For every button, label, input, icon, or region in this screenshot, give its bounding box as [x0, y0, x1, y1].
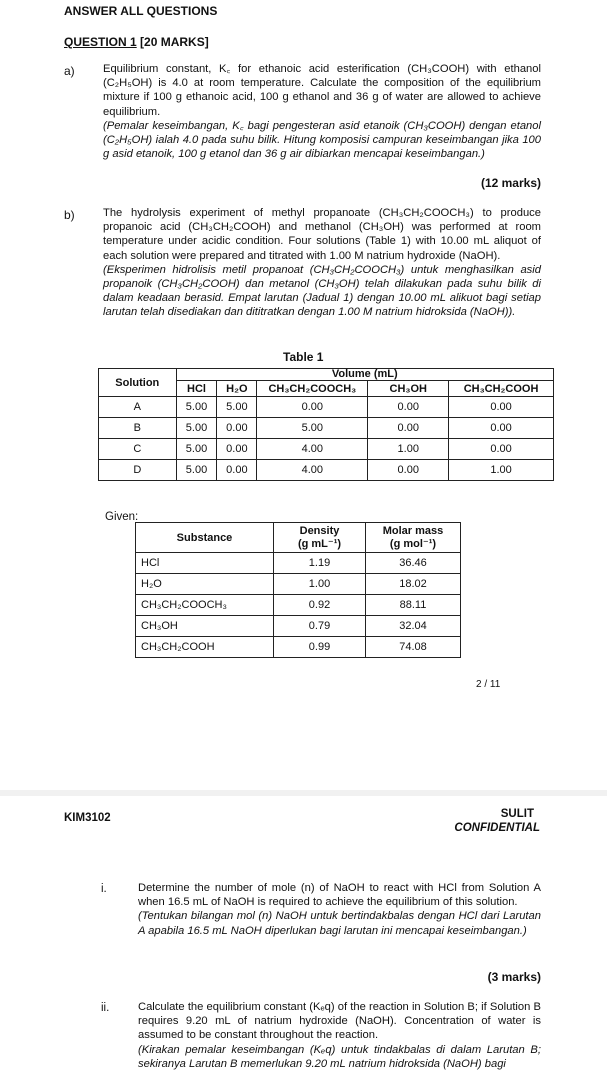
table1-solution-cell: A — [99, 397, 177, 418]
part-a-label: a) — [64, 64, 75, 78]
table2-substance-cell: CH₃OH — [136, 616, 274, 637]
table1-col-header: CH₃CH₂COOCH₃ — [257, 381, 368, 397]
question-i — [138, 881, 541, 938]
table1-cell: 5.00 — [257, 418, 368, 439]
table2-density-cell: 1.00 — [274, 574, 366, 595]
table1-row — [99, 418, 554, 439]
table2-molar-unit: (g mol⁻¹) — [389, 537, 437, 550]
page-number: 2 / 11 — [476, 679, 501, 690]
part-b-text-english: The hydrolysis experiment of methyl propanoate (CH₃CH₂COOCH₃) to produce propanoic acid (CH₃CH₂COOH) and methanol (CH₃OH) was performed at room temperature under acidic condition. Four solutions (Table 1) with 10.00 mL aliquot of each solution were prepared and titrated with 1.00 M natrium hydroxide (NaOH). — [103, 207, 541, 262]
question-heading — [64, 35, 209, 49]
table2-row — [136, 637, 461, 658]
table1-row — [99, 439, 554, 460]
table2 — [135, 522, 461, 658]
question-ii — [138, 1000, 541, 1071]
table2-density-cell: 1.19 — [274, 553, 366, 574]
table2-substance-cell: CH₃CH₂COOH — [136, 637, 274, 658]
table1-cell: 0.00 — [217, 439, 257, 460]
table1-cell: 1.00 — [449, 460, 554, 481]
course-code: KIM3102 — [64, 812, 111, 824]
given-label: Given: — [105, 511, 139, 523]
table1-caption: Table 1 — [283, 350, 324, 364]
table2-density-unit: (g mL⁻¹) — [297, 537, 342, 550]
question-ii-label: ii. — [101, 1002, 110, 1014]
part-a-text-english: Equilibrium constant, K꜀ for ethanoic acid esterification (CH₃COOH) with ethanol (C₂H₅OH) is 4.0 at room temperature. Calculate the composition of the equilibrium mixture if 100 g ethanoic acid, 100 g ethanol and 36 g of water are allowed to achieve equilibrium. — [103, 63, 541, 118]
question-ii-text-english: Calculate the equilibrium constant (Kₑq) of the reaction in Solution B; if Solution B requires 9.20 mL of natrium hydroxide (NaOH). Concentration of water is assumed to be constant throughout the reaction. — [138, 1001, 541, 1042]
part-a-text-malay: (Pemalar keseimbangan, K꜀ bagi pengesteran asid etanoik (CH₃COOH) dengan etanol (C₂H₅OH) ialah 4.0 pada suhu bilik. Hitung komposisi campuran keseimbangan jika 100 g asid etanoik, 100 g etanol dan 36 g air dibiarkan mencapai keseimbangan.) — [103, 119, 541, 161]
table2-molar-cell: 74.08 — [366, 637, 461, 658]
table1-cell: 0.00 — [449, 418, 554, 439]
question-i-text-english: Determine the number of mole (n) of NaOH to react with HCl from Solution A when 16.5 mL of NaOH is required to achieve the equilibrium of this solution. — [138, 882, 541, 909]
table2-molar-header — [366, 523, 461, 553]
table2-density-cell: 0.99 — [274, 637, 366, 658]
table2-row — [136, 553, 461, 574]
confidential-label: CONFIDENTIAL — [454, 822, 540, 834]
part-a-marks: (12 marks) — [480, 176, 541, 190]
table1 — [98, 368, 554, 481]
table2-density-cell: 0.79 — [274, 616, 366, 637]
table1-cell: 5.00 — [217, 397, 257, 418]
table1-cell: 0.00 — [449, 439, 554, 460]
table1-cell: 4.00 — [257, 460, 368, 481]
table2-substance-cell: HCl — [136, 553, 274, 574]
table2-molar-cell: 88.11 — [366, 595, 461, 616]
table2-row — [136, 574, 461, 595]
table1-solution-cell: D — [99, 460, 177, 481]
part-b-text-malay: (Eksperimen hidrolisis metil propanoat (CH₃CH₂COOCH₃) untuk menghasilkan asid propanoik (CH₃CH₂COOH) dan metanol (CH₃OH) telah dilakukan pada suhu bilik di dalam keadaan berasid. Empat larutan (Jadual 1) dengan 10.00 mL alikuot bagi setiap larutan telah disediakan dan dititratkan dengan 1.00 M natrium hidroksida (NaOH)). — [103, 263, 541, 319]
table1-solution-header: Solution — [99, 369, 177, 397]
table1-cell: 0.00 — [368, 460, 449, 481]
table1-volume-header: Volume (mL) — [176, 369, 553, 381]
table1-cell: 5.00 — [176, 418, 217, 439]
part-a-question — [103, 62, 541, 161]
table2-row — [136, 616, 461, 637]
table1-row — [99, 397, 554, 418]
question-ii-text-malay: (Kirakan pemalar keseimbangan (Kₑq) untuk tindakbalas di dalam Larutan B; sekiranya Larutan B memerlukan 9.20 mL natrium hidroksida (NaOH) bagi — [138, 1043, 541, 1070]
table1-solution-cell: C — [99, 439, 177, 460]
question-marks: [20 MARKS] — [140, 35, 209, 49]
table1-col-header: H₂O — [217, 381, 257, 397]
table1-cell: 5.00 — [176, 397, 217, 418]
table1-cell: 0.00 — [368, 418, 449, 439]
table2-substance-cell: CH₃CH₂COOCH₃ — [136, 595, 274, 616]
table1-col-header: CH₃CH₂COOH — [449, 381, 554, 397]
part-b-label: b) — [64, 208, 75, 222]
table2-molar-cell: 36.46 — [366, 553, 461, 574]
table1-cell: 0.00 — [449, 397, 554, 418]
sulit-label: SULIT — [500, 808, 534, 820]
question-i-label: i. — [101, 883, 107, 895]
table2-density-cell: 0.92 — [274, 595, 366, 616]
table2-row — [136, 595, 461, 616]
table2-molar-cell: 18.02 — [366, 574, 461, 595]
table1-cell: 0.00 — [368, 397, 449, 418]
instructions-heading: ANSWER ALL QUESTIONS — [64, 4, 218, 18]
table1-col-header: HCl — [176, 381, 217, 397]
table1-solution-cell: B — [99, 418, 177, 439]
page-2 — [0, 796, 607, 1080]
question-i-marks: (3 marks) — [487, 970, 541, 984]
table2-density-header — [274, 523, 366, 553]
table1-cell: 0.00 — [257, 397, 368, 418]
table1-cell: 1.00 — [368, 439, 449, 460]
table2-density-label: Density — [299, 524, 340, 537]
table1-cell: 0.00 — [217, 460, 257, 481]
question-title: QUESTION 1 — [64, 35, 137, 49]
table2-substance-header: Substance — [136, 523, 274, 553]
table1-cell: 0.00 — [217, 418, 257, 439]
table1-row — [99, 460, 554, 481]
table1-cell: 5.00 — [176, 460, 217, 481]
table2-molar-label: Molar mass — [382, 524, 444, 537]
table1-cell: 5.00 — [176, 439, 217, 460]
question-i-text-malay: (Tentukan bilangan mol (n) NaOH untuk bertindakbalas dengan HCl dari Larutan A apabila 16.5 mL NaOH diperlukan bagi larutan ini mencapai keseimbangan.) — [138, 910, 541, 937]
table2-substance-cell: H₂O — [136, 574, 274, 595]
table1-cell: 4.00 — [257, 439, 368, 460]
table2-molar-cell: 32.04 — [366, 616, 461, 637]
part-b-question — [103, 206, 541, 320]
table1-col-header: CH₃OH — [368, 381, 449, 397]
